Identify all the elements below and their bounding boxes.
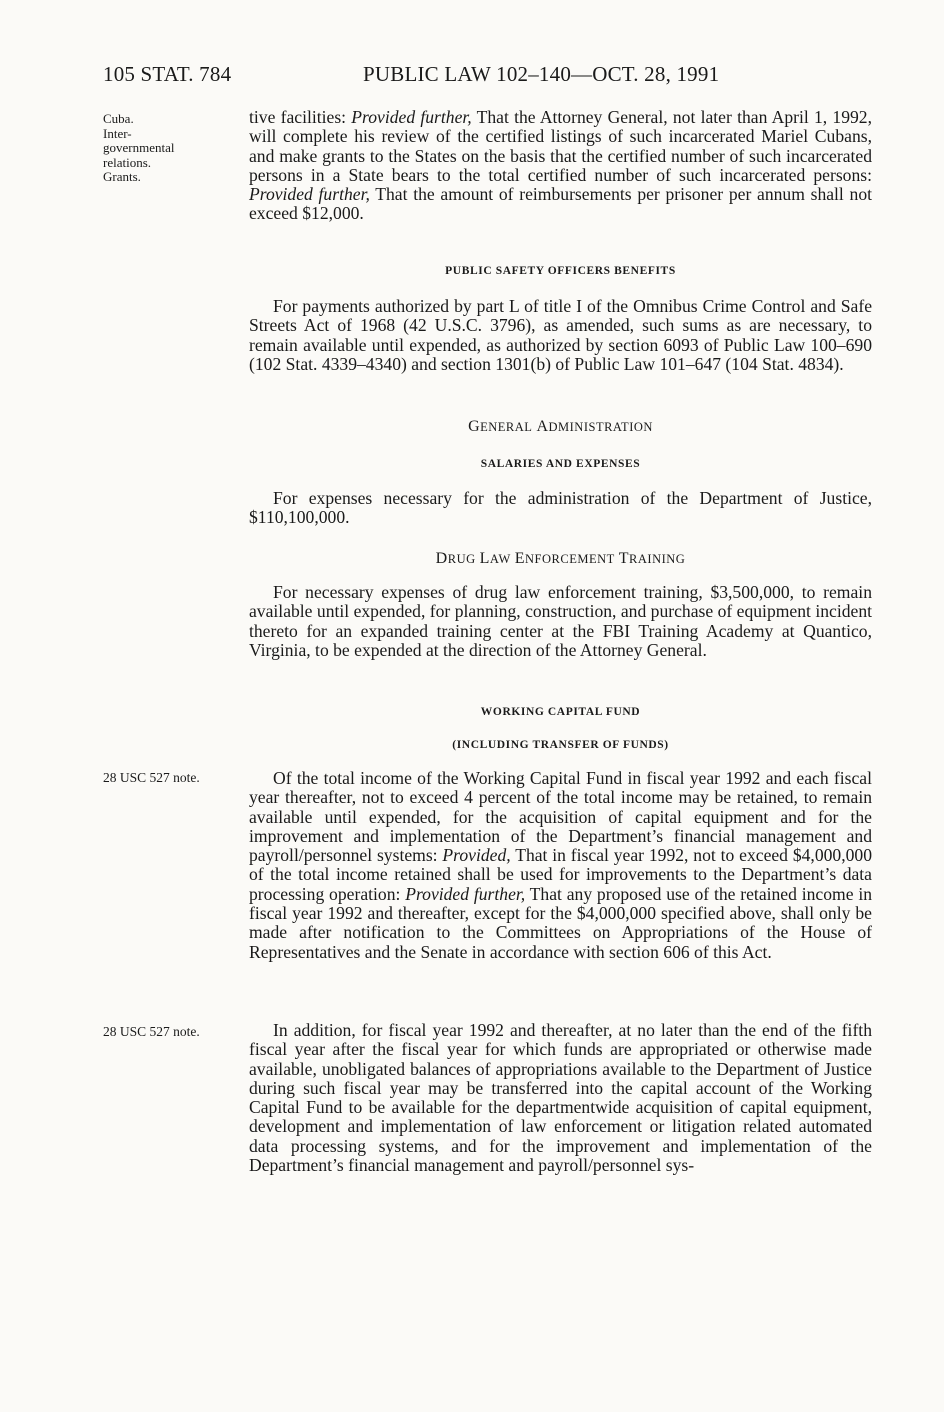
running-header: PUBLIC LAW 102–140—OCT. 28, 1991 bbox=[363, 62, 720, 86]
paragraph-general-administration: For expenses necessary for the administration of the Department of Justice, $110,100,000. bbox=[249, 488, 872, 528]
paragraph-wcf-transfer: In addition, for fiscal year 1992 and thereafter, at no later than the end of the fifth fiscal year after the fiscal year for which funds are appropriated or otherwise made available, unobligated balances of appropriations available to the Department of Justice during such fiscal year may be transferred into the capital account of the Working Capital Fund to be available for the departmentwide acquisition of capital equipment, development and implementation of law enforcement or litigation related automated data processing systems, and for the improvement and implementation of the Department’s financial management and payroll/personnel sys- bbox=[249, 1020, 872, 1176]
margin-note-line: governmental bbox=[103, 140, 175, 155]
margin-note-topics bbox=[103, 112, 243, 185]
heading-including-transfer-of-funds: (INCLUDING TRANSFER OF FUNDS) bbox=[452, 739, 669, 751]
margin-note-line: Grants. bbox=[103, 169, 141, 184]
page-citation: 105 STAT. 784 bbox=[103, 62, 232, 86]
heading-working-capital-fund: WORKING CAPITAL FUND bbox=[480, 706, 641, 718]
heading-general-administration: GENERAL ADMINISTRATION bbox=[468, 418, 653, 435]
margin-note-line: Inter- bbox=[103, 125, 132, 141]
paragraph-psob: For payments authorized by part L of title I of the Omnibus Crime Control and Safe Streets Act of 1968 (42 U.S.C. 3796), as amended, such sums as are necessary, to remain available until expended, as authorized by section 6093 of Public Law 100–690 (102 Stat. 4339–4340) and section 1301(b) of Public Law 101–647 (104 Stat. 4834). bbox=[249, 296, 872, 374]
margin-note-usc-2: 28 USC 527 note. bbox=[103, 1024, 200, 1039]
paragraph-drug-law-enforcement: For necessary expenses of drug law enforcement training, $3,500,000, to remain available until expended, for planning, construction, and purchase of equipment incident thereto for an expanded training center at the FBI Training Academy at Quantico, Virginia, to be expended at the direction of the Attorney General. bbox=[249, 582, 872, 660]
heading-public-safety-officers-benefits: PUBLIC SAFETY OFFICERS BENEFITS bbox=[445, 265, 676, 277]
heading-salaries-and-expenses: SALARIES AND EXPENSES bbox=[480, 458, 641, 470]
margin-note-line: relations. bbox=[103, 154, 152, 170]
heading-drug-law-enforcement-training: DRUG LAW ENFORCEMENT TRAINING bbox=[435, 550, 686, 567]
margin-note-line: Cuba. bbox=[103, 111, 134, 126]
margin-note-usc-1: 28 USC 527 note. bbox=[103, 770, 200, 785]
paragraph-wcf-income: Of the total income of the Working Capital Fund in fiscal year 1992 and each fiscal year thereafter, not to exceed 4 percent of the total income may be retained, to remain available until expended, for the acquisition of capital equipment and for the improvement and implementation of the Department’s financial management and payroll/personnel systems: Provided, That in fiscal year 1992, not to exceed $4,000,000 of the total income retained shall be used for improvements to the Department’s data processing operation: Provided further, That any proposed use of the retained income in fiscal year 1992 and thereafter, except for the $4,000,000 specified above, shall only be made after notification to the Committees on Appropriations of the House of Representatives and the Senate in accordance with section 606 of this Act. bbox=[249, 768, 873, 962]
paragraph-mariel-cubans: tive facilities: Provided further, That the Attorney General, not later than April 1, 1992, will complete his review of the certified listings of such incarcerated Mariel Cubans, and make grants to the States on the basis that the certified number of such incarcerated persons in a State bears to the total certified number of such incarcerated persons: Provided further, That the amount of reimbursements per prisoner per annum shall not exceed $12,000. bbox=[249, 107, 873, 224]
